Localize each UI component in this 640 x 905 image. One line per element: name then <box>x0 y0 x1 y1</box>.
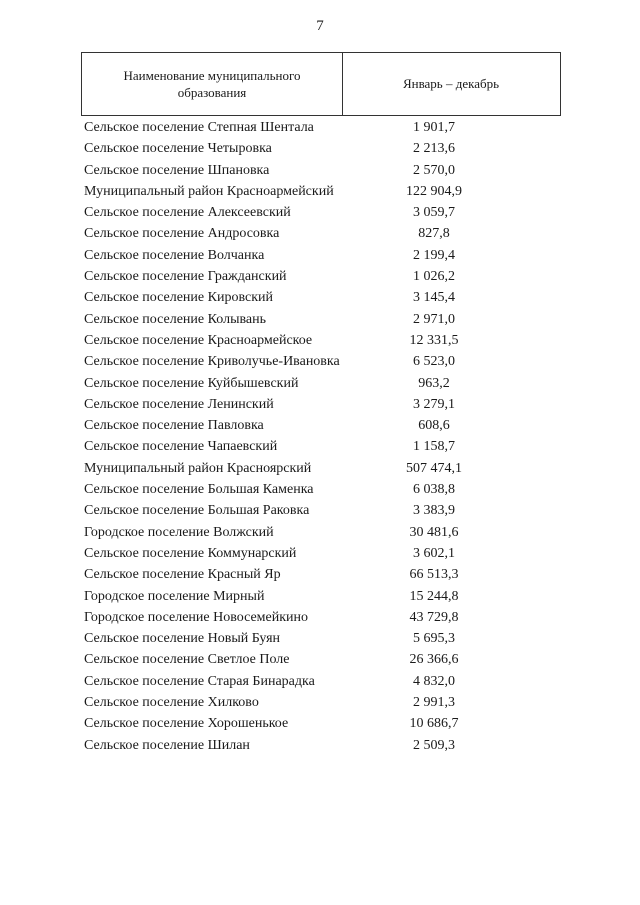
period-value: 30 481,6 <box>409 524 459 540</box>
municipality-name: Городское поселение Мирный <box>84 588 265 604</box>
table-row <box>84 565 564 585</box>
table-row <box>84 437 564 457</box>
period-value: 3 383,9 <box>413 503 455 519</box>
period-value: 5 695,3 <box>413 631 455 647</box>
period-value: 2 971,0 <box>413 311 455 327</box>
table-row <box>84 267 564 287</box>
period-value: 43 729,8 <box>409 609 459 625</box>
period-value: 10 686,7 <box>409 716 459 732</box>
table-row <box>84 118 564 138</box>
table-row <box>84 650 564 670</box>
table-row <box>84 139 564 159</box>
municipality-name: Сельское поселение Шпановка <box>84 162 270 178</box>
period-value: 2 213,6 <box>413 141 455 157</box>
period-value: 3 602,1 <box>413 545 455 561</box>
table-row <box>84 310 564 330</box>
table-row <box>84 182 564 202</box>
municipality-name: Сельское поселение Красный Яр <box>84 567 281 583</box>
table-row <box>84 374 564 394</box>
municipality-name: Сельское поселение Большая Раковка <box>84 503 310 519</box>
period-value: 12 331,5 <box>409 332 459 348</box>
municipality-name: Городское поселение Волжский <box>84 524 274 540</box>
period-value: 66 513,3 <box>409 567 459 583</box>
period-value: 3 279,1 <box>413 396 455 412</box>
table-row <box>84 161 564 181</box>
period-value: 608,6 <box>418 418 450 434</box>
municipality-name: Сельское поселение Ленинский <box>84 396 274 412</box>
table-row <box>84 224 564 244</box>
header-period-label: Январь – декабрь <box>402 76 500 91</box>
page-number: 7 <box>316 18 324 34</box>
period-value: 6 523,0 <box>413 354 455 370</box>
table-row <box>84 608 564 628</box>
municipality-name: Сельское поселение Новый Буян <box>84 631 281 647</box>
period-value: 122 904,9 <box>406 183 462 199</box>
period-value: 507 474,1 <box>406 460 462 476</box>
table-row <box>84 480 564 500</box>
table-row <box>84 395 564 415</box>
municipality-name: Сельское поселение Шилан <box>84 737 250 753</box>
municipality-name: Сельское поселение Большая Каменка <box>84 482 314 498</box>
municipality-name: Сельское поселение Алексеевский <box>84 205 291 221</box>
municipality-name: Сельское поселение Гражданский <box>84 269 287 285</box>
municipality-name: Сельское поселение Светлое Поле <box>84 652 290 668</box>
period-value: 4 832,0 <box>413 673 455 689</box>
municipality-name: Сельское поселение Хорошенькое <box>84 716 289 732</box>
period-value: 1 158,7 <box>413 439 455 455</box>
period-value: 1 026,2 <box>413 269 455 285</box>
table-row <box>84 629 564 649</box>
table-row <box>84 501 564 521</box>
municipality-name: Сельское поселение Волчанка <box>84 247 265 263</box>
municipality-name: Муниципальный район Красноярский <box>84 460 312 476</box>
table-row <box>84 714 564 734</box>
table-row <box>84 672 564 692</box>
municipality-name: Сельское поселение Андросовка <box>84 226 280 242</box>
period-value: 26 366,6 <box>409 652 459 668</box>
period-value: 3 059,7 <box>413 205 455 221</box>
table-body <box>84 118 564 757</box>
table-row <box>84 331 564 351</box>
header-period-cell <box>342 53 560 115</box>
municipality-name: Сельское поселение Красноармейское <box>84 332 313 348</box>
municipality-name: Сельское поселение Куйбышевский <box>84 375 299 391</box>
municipality-name: Сельское поселение Криволучье-Ивановка <box>84 354 340 370</box>
municipality-name: Муниципальный район Красноармейский <box>84 183 334 199</box>
period-value: 963,2 <box>418 375 450 391</box>
table-row <box>84 246 564 266</box>
table-row <box>84 587 564 607</box>
municipality-name: Сельское поселение Старая Бинарадка <box>84 673 315 689</box>
municipality-name: Сельское поселение Степная Шентала <box>84 120 314 135</box>
period-value: 2 199,4 <box>413 247 455 263</box>
table-row <box>84 288 564 308</box>
period-value: 6 038,8 <box>413 482 455 498</box>
municipality-name: Сельское поселение Коммунарский <box>84 545 297 561</box>
period-value: 3 145,4 <box>413 290 455 306</box>
header-name-label: Наименование муниципального образования <box>123 68 301 100</box>
municipality-name: Сельское поселение Четыровка <box>84 141 272 157</box>
table-header <box>81 52 561 116</box>
table-row <box>84 693 564 713</box>
header-name-cell <box>82 53 343 115</box>
table-row <box>84 203 564 223</box>
period-value: 2 509,3 <box>413 737 455 753</box>
table-row <box>84 544 564 564</box>
municipality-name: Сельское поселение Кировский <box>84 290 273 306</box>
table-row <box>84 736 564 756</box>
period-value: 1 901,7 <box>413 120 455 135</box>
municipality-name: Городское поселение Новосемейкино <box>84 609 309 625</box>
period-value: 15 244,8 <box>409 588 459 604</box>
period-value: 827,8 <box>418 226 450 242</box>
table-row <box>84 459 564 479</box>
table-row <box>84 352 564 372</box>
municipality-name: Сельское поселение Колывань <box>84 311 266 327</box>
municipality-name: Сельское поселение Чапаевский <box>84 439 278 455</box>
period-value: 2 991,3 <box>413 695 455 711</box>
table-row <box>84 523 564 543</box>
municipality-name: Сельское поселение Павловка <box>84 418 264 434</box>
table-row <box>84 416 564 436</box>
period-value: 2 570,0 <box>413 162 455 178</box>
municipality-name: Сельское поселение Хилково <box>84 695 259 711</box>
